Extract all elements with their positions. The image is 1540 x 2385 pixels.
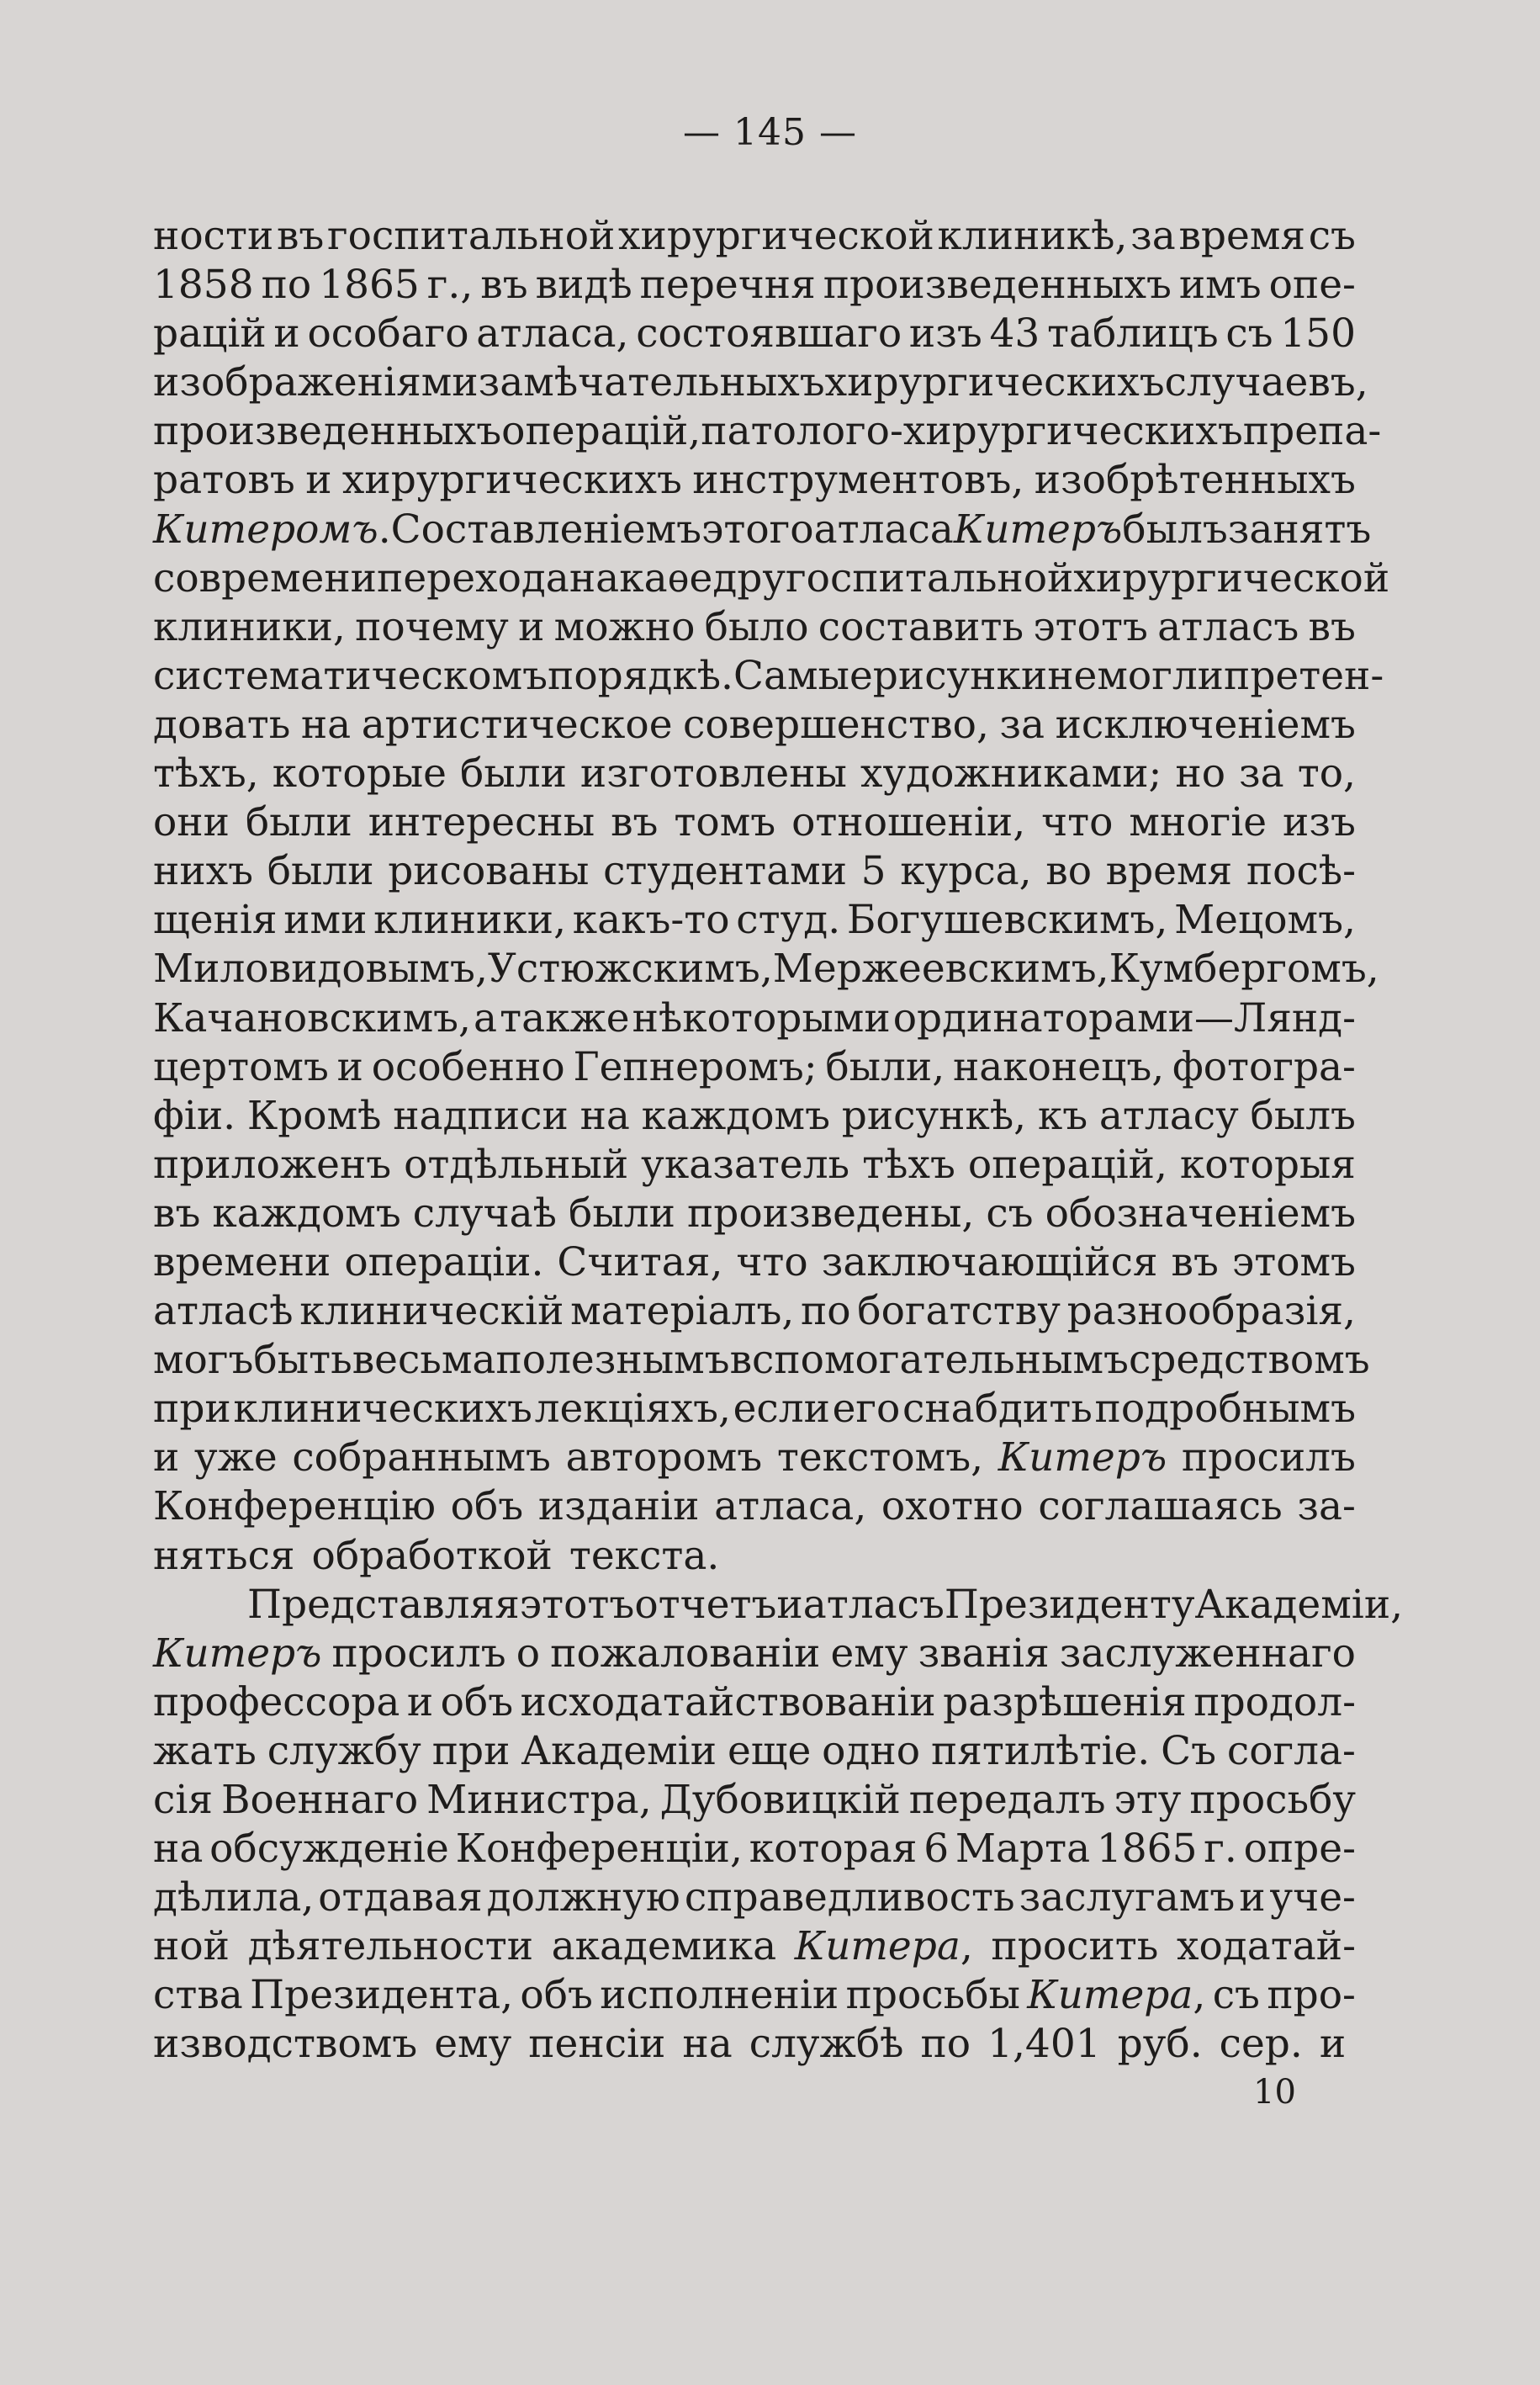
text-line: они были интересны въ томъ отношеніи, что многіе изъ — [153, 799, 1356, 846]
text-line: Китеромъ. Составленіемъ этого атласа Китеръ былъ занятъ — [153, 506, 1372, 553]
text-line: Качановскимъ, а также нѣкоторыми ординаторами—Лянд- — [153, 994, 1356, 1041]
text-line: Представляя этотъ отчетъ и атласъ Президенту Академіи, — [247, 1581, 1404, 1628]
text-line: няться обработкой текста. — [153, 1532, 720, 1579]
text-line: атласѣ клиническій матеріалъ, по богатству разнообразія, — [153, 1288, 1356, 1335]
signature-mark: 10 — [1253, 2073, 1296, 2112]
text-line: ности въ госпитальной хирургической клиникѣ, за время съ — [153, 213, 1356, 259]
text-line: могъ быть весьма полезнымъ вспомогательнымъ средствомъ — [153, 1337, 1370, 1384]
text-line: профессора и объ исходатайствованіи разрѣшенія продол- — [153, 1678, 1356, 1725]
text-line: систематическомъ порядкѣ. Самые рисунки не могли претен- — [153, 652, 1384, 699]
body-text — [153, 212, 1404, 2070]
text-line: жать службу при Академіи еще одно пятилѣтіе. Съ согла- — [153, 1727, 1356, 1774]
text-line: щенія ими клиники, какъ-то студ. Богушевскимъ, Мецомъ, — [153, 897, 1356, 944]
text-line: въ каждомъ случаѣ были произведены, съ обозначеніемъ — [153, 1190, 1356, 1237]
text-line: ратовъ и хирургическихъ инструментовъ, изобрѣтенныхъ — [153, 457, 1356, 504]
text-line: нихъ были рисованы студентами 5 курса, во время посѣ- — [153, 848, 1356, 895]
text-line: со времени перехода на каѳедру госпитальной хирургической — [153, 554, 1390, 602]
text-line: изображеніями замѣчательныхъ хирургическихъ случаевъ, — [153, 359, 1368, 406]
page-number: — 145 — — [683, 111, 857, 154]
text-line: и уже собраннымъ авторомъ текстомъ, Китеръ просилъ — [153, 1434, 1356, 1481]
text-line: фіи. Кромѣ надписи на каждомъ рисункѣ, къ атласу былъ — [153, 1092, 1356, 1139]
text-line: довать на артистическое совершенство, за исключеніемъ — [153, 701, 1356, 748]
text-line: времени операціи. Считая, что заключающійся въ этомъ — [153, 1238, 1356, 1285]
text-line: 1858 по 1865 г., въ видѣ перечня произведенныхъ имъ опе- — [153, 262, 1356, 309]
text-line: при клиническихъ лекціяхъ, если его снабдить подробнымъ — [153, 1386, 1356, 1433]
text-line: Китеръ просилъ о пожалованіи ему званія заслуженнаго — [153, 1630, 1356, 1677]
text-line: Конференцію объ изданіи атласа, охотно соглашаясь за- — [153, 1483, 1356, 1530]
text-line: сія Военнаго Министра, Дубовицкій передалъ эту просьбу — [153, 1777, 1356, 1823]
text-line: Миловидовымъ, Устюжскимъ, Мержеевскимъ, Кумбергомъ, — [153, 946, 1379, 993]
text-line: произведенныхъ операцій, патолого-хирургическихъ препа- — [153, 408, 1382, 455]
text-line: ной дѣятельности академика Китера, просить ходатай- — [153, 1923, 1356, 1970]
text-line: изводствомъ ему пенсіи на службѣ по 1,401 руб. сер. и — [153, 2021, 1347, 2068]
text-line: на обсужденіе Конференціи, которая 6 Марта 1865 г. опре- — [153, 1826, 1356, 1873]
text-line: ства Президента, объ исполненіи просьбы Китера, съ про- — [153, 1972, 1356, 2019]
text-line: приложенъ отдѣльный указатель тѣхъ операцій, которыя — [153, 1141, 1356, 1188]
text-line: клиники, почему и можно было составить этотъ атласъ въ — [153, 603, 1356, 650]
text-line: рацій и особаго атласа, состоявшаго изъ 43 таблицъ съ 150 — [153, 310, 1356, 358]
text-line: тѣхъ, которые были изготовлены художниками; но за то, — [153, 750, 1356, 798]
text-line: цертомъ и особенно Гепнеромъ; были, наконецъ, фотогра- — [153, 1043, 1356, 1090]
text-line: дѣлила, отдавая должную справедливость заслугамъ и уче- — [153, 1874, 1356, 1921]
